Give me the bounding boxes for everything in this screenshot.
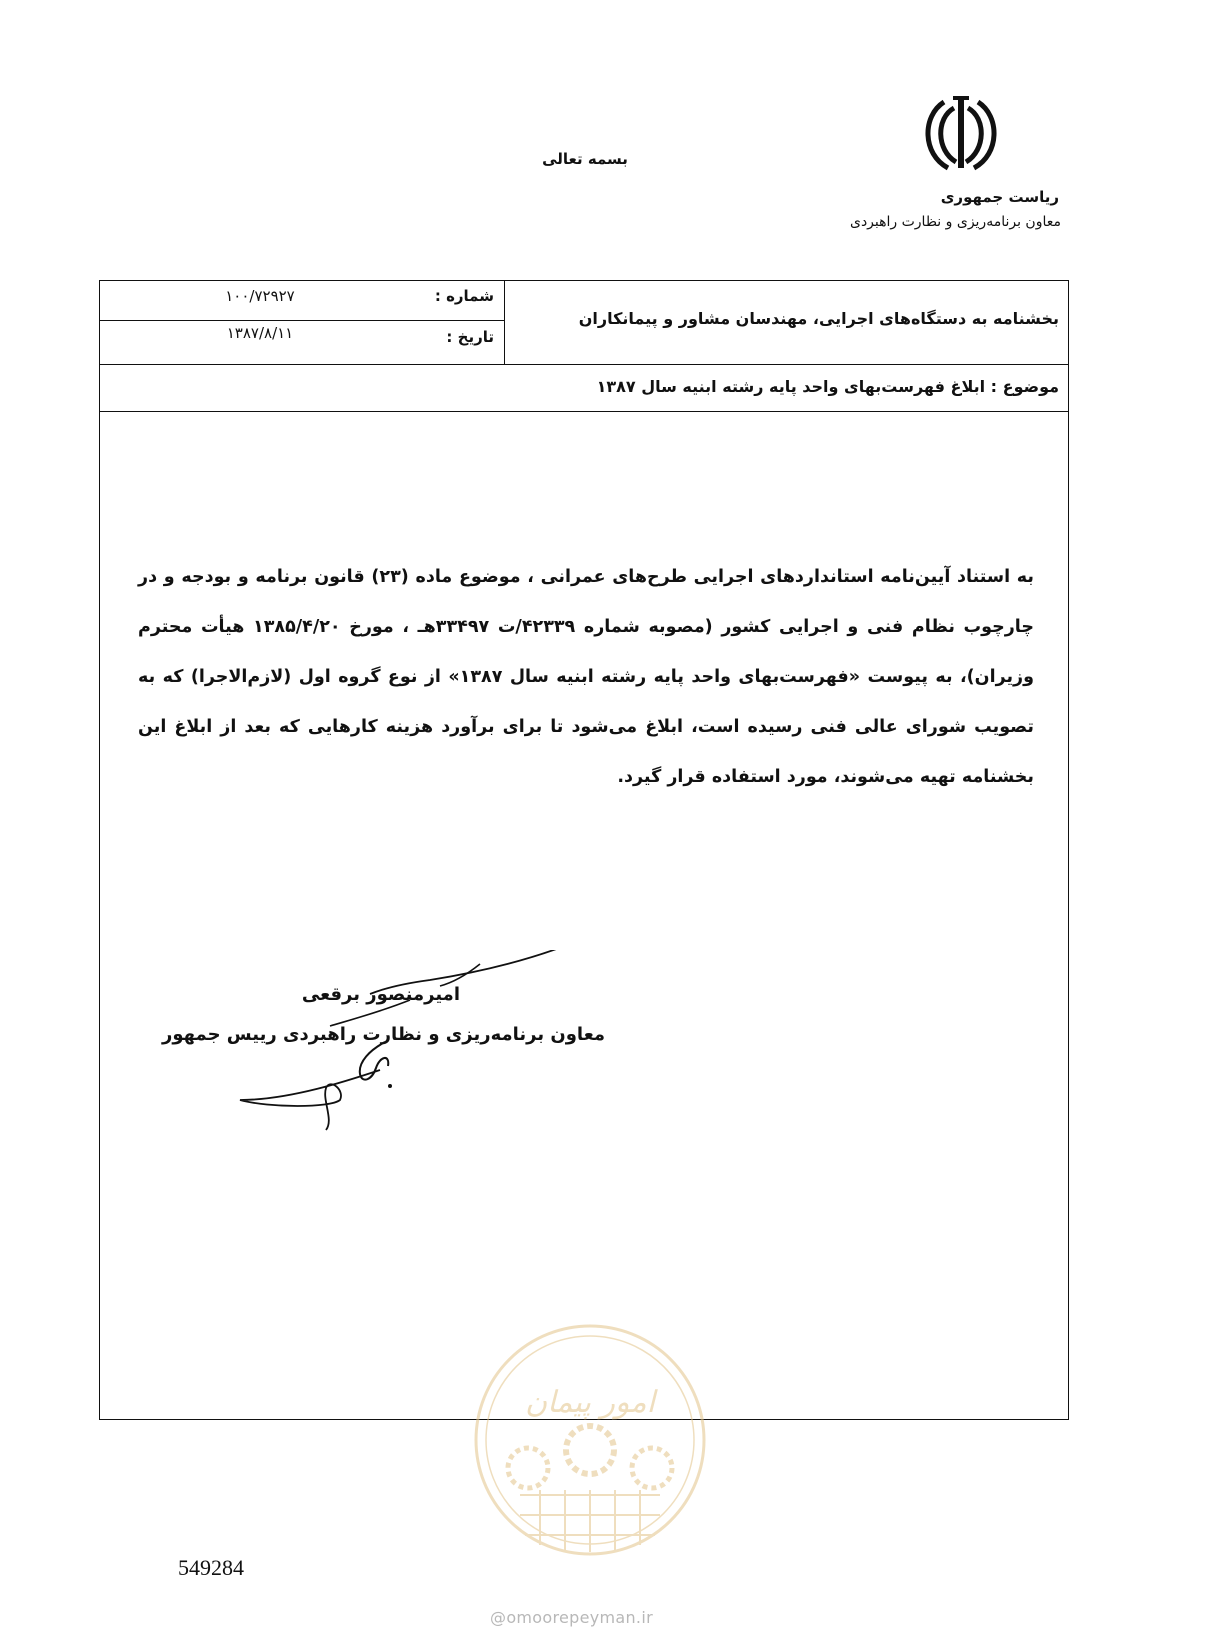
body-part-1: به استناد آیین‌نامه استانداردهای اجرایی طرح‌های عمرانی ، موضوع ماده (۲۳) قانون برنامه و بودجه و در چارچوب نظام فنی و اجرایی کشور (مصوبه شماره ۴۲۳۳۹/ت ۳۳۴۹۷هـ ، مورخ ۱۳۸۵/۴/۲۰ هیأت محترم وزیران)، به پیوست « xyxy=(138,567,1034,687)
document-id: 549284 xyxy=(178,1555,244,1580)
subject-line: موضوع : ابلاغ فهرست‌بهای واحد پایه رشته ابنیه سال ۱۳۸۷ xyxy=(596,377,1059,396)
signer-title: معاون برنامه‌ریزی و نظارت راهبردی رییس جمهور xyxy=(161,1024,605,1045)
deputy-office-title: معاون برنامه‌ریزی و نظارت راهبردی xyxy=(849,214,1061,230)
number-date-divider xyxy=(99,320,504,321)
letter-frame xyxy=(99,280,1069,1420)
watermark-logo xyxy=(470,1320,710,1560)
basmala: بسمه تعالی xyxy=(542,150,628,168)
number-label: شماره : xyxy=(434,287,494,305)
date-label: تاریخ : xyxy=(446,328,494,346)
date-value: ۱۳۸۷/۸/۱۱ xyxy=(226,324,294,342)
watermark-url xyxy=(490,1608,653,1627)
watermark-url-text: omoorepeyman.ir xyxy=(506,1608,653,1627)
circular-recipients: بخشنامه به دستگاه‌های اجرایی، مهندسان مشاور و پیمانکاران xyxy=(578,309,1059,328)
emblem-icon xyxy=(916,88,1006,178)
presidency-title: ریاست جمهوری xyxy=(940,188,1059,206)
body-part-2: » از نوع گروه اول (لازم‌الاجرا) که به تصویب شورای عالی فنی رسیده است، ابلاغ می‌شود تا برای برآورد هزینه کارهایی که بعد از ابلاغ این بخشنامه تهیه می‌شوند، مورد استفاده قرار گیرد. xyxy=(138,667,1034,787)
body-highlight: فهرست‌بهای واحد پایه رشته ابنیه سال ۱۳۸۷ xyxy=(459,667,849,687)
handwritten-signature xyxy=(230,950,610,1170)
number-value: ۱۰۰/۷۲۹۲۷ xyxy=(225,287,295,305)
signer-name: امیرمنصور برقعی xyxy=(301,984,460,1005)
body-paragraph xyxy=(138,552,1034,802)
header-column-divider xyxy=(504,280,505,365)
watermark-logo-text: امور پیمان xyxy=(525,1385,655,1420)
at-icon: @ xyxy=(490,1608,507,1627)
